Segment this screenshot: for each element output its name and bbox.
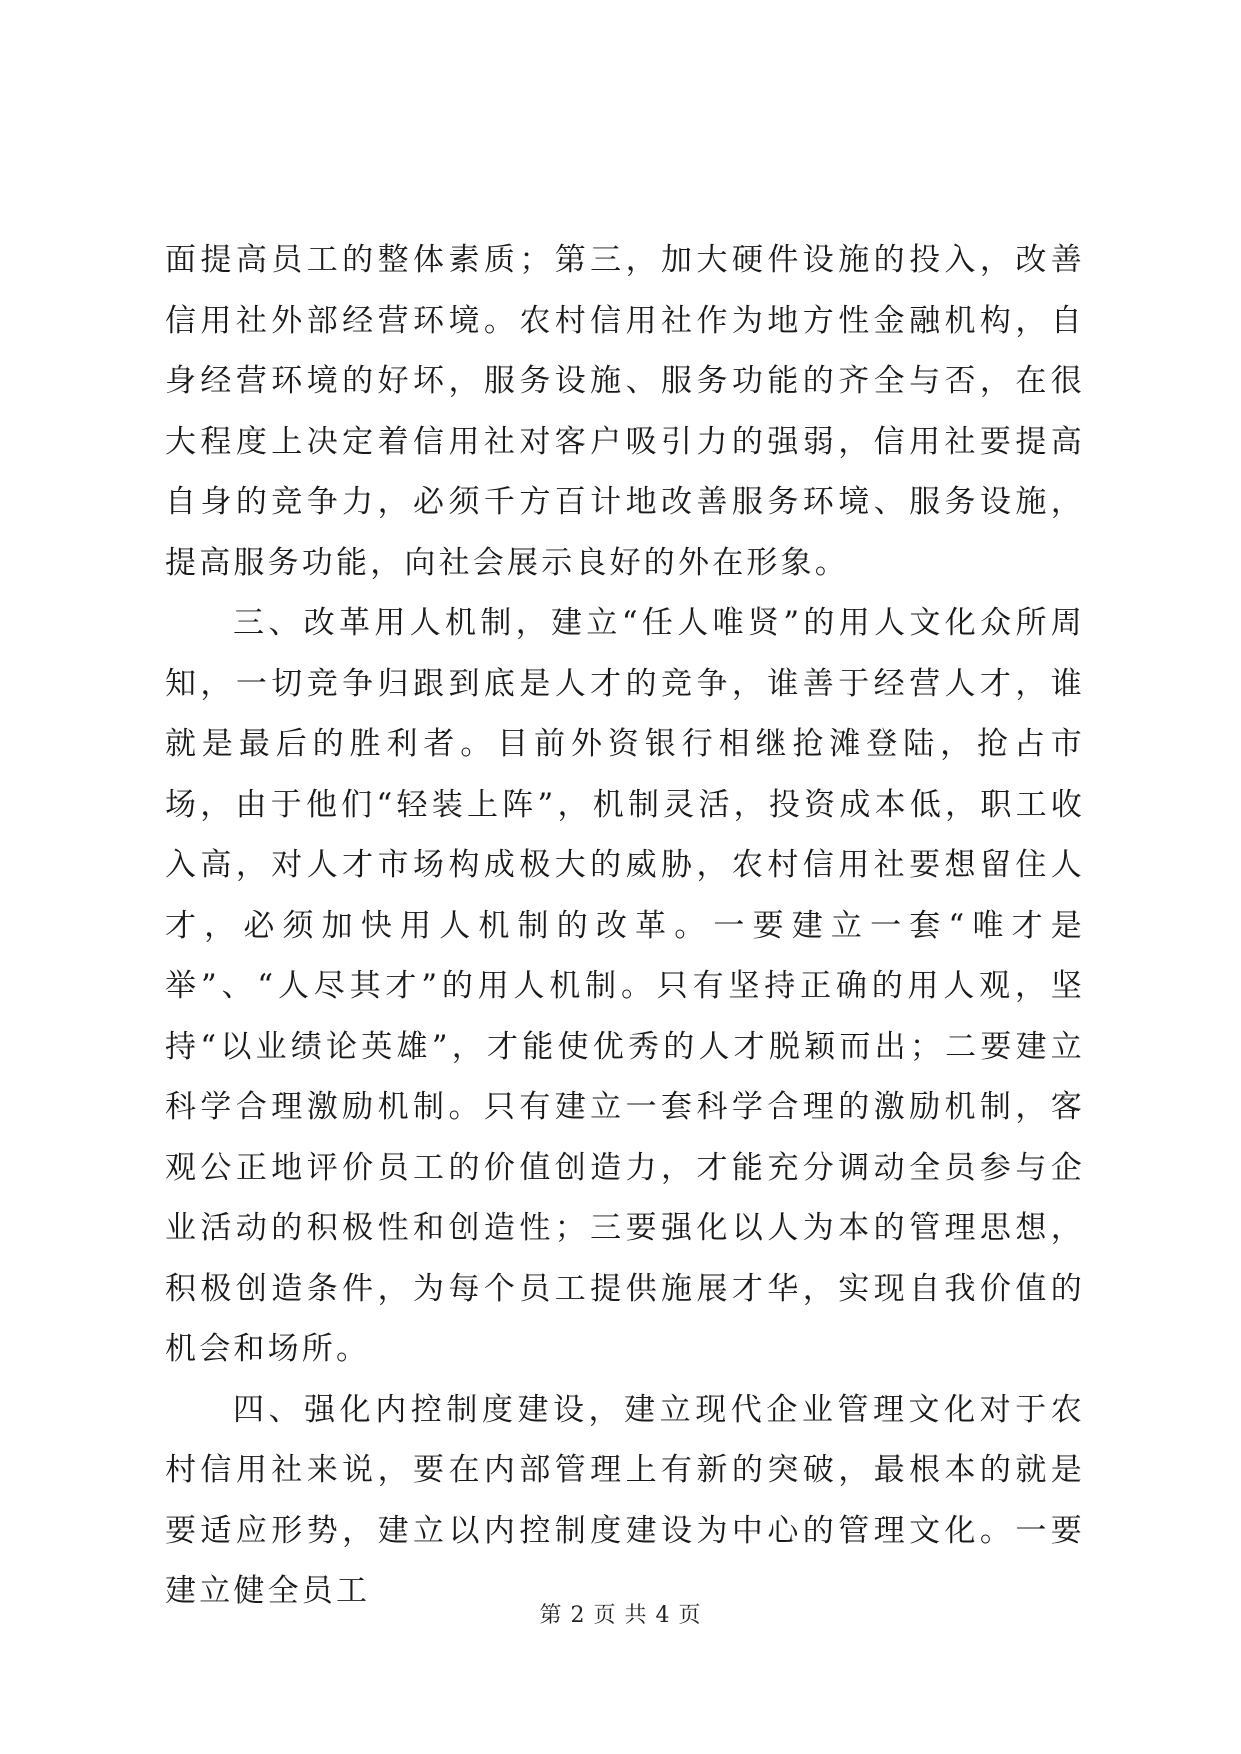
paragraph-1: 面提高员工的整体素质；第三，加大硬件设施的投入，改善信用社外部经营环境。农村信用社作为地方性金融机构，自身经营环境的好坏，服务设施、服务功能的齐全与否，在很大程度上决定着信用社对客户吸引力的强弱，信用社要提高自身的竞争力，必须千方百计地改善服务环境、服务设施，提高服务功能，向社会展示良好的外在形象。 [165, 242, 1085, 581]
document-body [165, 230, 1085, 1622]
page-number-footer: 第 2 页 共 4 页 [539, 1603, 702, 1628]
paragraph-2: 三、改革用人机制，建立“任人唯贤”的用人文化众所周知，一切竞争归跟到底是人才的竞争，谁善于经营人才，谁就是最后的胜利者。目前外资银行相继抢滩登陆，抢占市场，由于他们“轻装上阵”，机制灵活，投资成本低，职工收入高，对人才市场构成极大的威胁，农村信用社要想留住人才，必须加快用人机制的改革。一要建立一套“唯才是举”、“人尽其才”的用人机制。只有坚持正确的用人观，坚持“以业绩论英雄”，才能使优秀的人才脱颖而出；二要建立科学合理激励机制。只有建立一套科学合理的激励机制，客观公正地评价员工的价值创造力，才能充分调动全员参与企业活动的积极性和创造性；三要强化以人为本的管理思想，积极创造条件，为每个员工提供施展才华，实现自我价值的机会和场所。 [165, 605, 1085, 1367]
paragraph-3: 四、强化内控制度建设，建立现代企业管理文化对于农村信用社来说，要在内部管理上有新的突破，最根本的就是要适应形势，建立以内控制度建设为中心的管理文化。一要建立健全员工 [165, 1391, 1085, 1609]
